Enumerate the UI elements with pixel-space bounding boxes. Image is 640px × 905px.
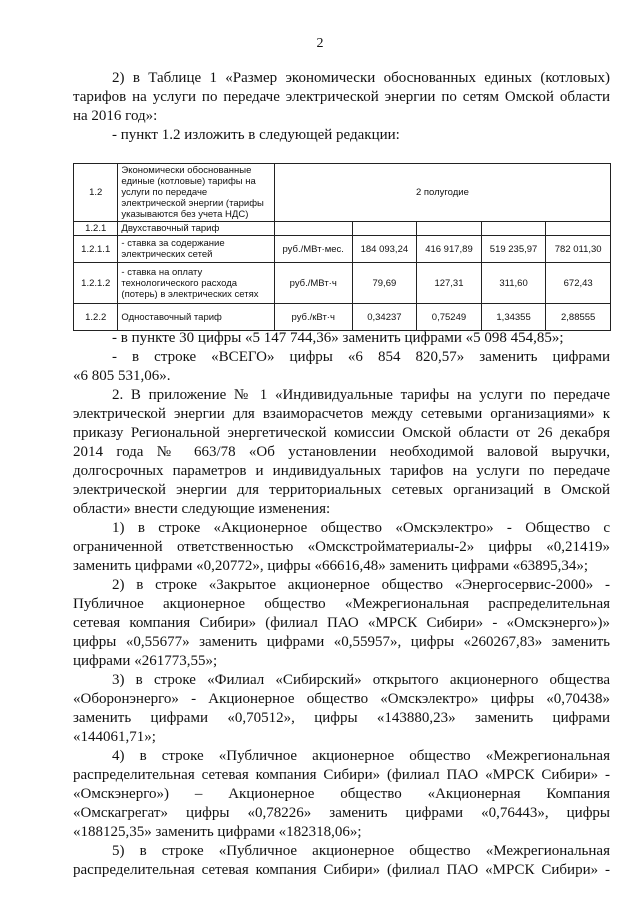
- sub4-line-3: «Омскэнерго») – Акционерное общество «Акционерная Компания: [73, 786, 610, 802]
- sub1-line-2: ограниченной ответственностью «Омскстройматериалы-2» цифры «0,21419»: [73, 539, 610, 555]
- sub4-line-1: 4) в строке «Публичное акционерное общество «Межрегиональная: [112, 748, 610, 764]
- cell-name: - ставка на оплату технологического расхода (потерь) в электрических сетях: [118, 263, 274, 304]
- vsego-line-1: - в строке «ВСЕГО» цифры «6 854 820,57» заменить цифрами: [112, 349, 610, 365]
- cell-value: 1,34355: [481, 304, 546, 331]
- vsego-line-2: «6 805 531,06».: [73, 368, 171, 384]
- cell-value: [352, 222, 417, 236]
- sub3-line-2: «Оборонэнерго» - Акционерное общество «Омскэлектро» цифры «0,70438»: [73, 691, 610, 707]
- cell-name: Двухставочный тариф: [118, 222, 274, 236]
- sub2-line-5: цифрами «261773,55»;: [73, 653, 218, 669]
- sub1-line-1: 1) в строке «Акционерное общество «Омскэлектро» - Общество с: [112, 520, 610, 536]
- cell-name: - ставка за содержание электрических сетей: [118, 236, 274, 263]
- tariff-table: [73, 163, 611, 331]
- item2-line-4: 2014 года № 663/78 «Об установлении необходимой валовой выручки,: [73, 444, 610, 460]
- cell-name: Экономически обоснованные единые (котловые) тарифы на услуги по передаче электрической энергии (тарифы указываются без учета НДС): [118, 164, 274, 222]
- table-row: [74, 304, 611, 331]
- item2-line-2: электрической энергии для взаиморасчетов между сетевыми организациями» к: [73, 406, 610, 422]
- cell-value: 184 093,24: [352, 236, 417, 263]
- sub4-line-2: распределительная сетевая компания Сибири» (филиал ПАО «МРСК Сибири» -: [73, 767, 610, 783]
- table-row: [74, 263, 611, 304]
- cell-num: 1.2.1.1: [74, 236, 118, 263]
- item2-line-6: электрической энергии для территориальных сетевых организаций в Омской: [73, 482, 610, 498]
- page-number: 2: [316, 36, 324, 51]
- cell-value: 311,60: [481, 263, 546, 304]
- cell-value: [481, 222, 546, 236]
- cell-value: 519 235,97: [481, 236, 546, 263]
- table-header-row: [74, 164, 611, 222]
- item2-line-7: области» внести следующие изменения:: [73, 501, 331, 517]
- cell-value: 416 917,89: [417, 236, 482, 263]
- intro-line-2: тарифов на услуги по передаче электрической энергии по сетям Омской области: [73, 89, 610, 105]
- cell-unit: [274, 222, 352, 236]
- sub2-line-3: сетевая компания Сибири» (филиал ПАО «МРСК Сибири» - «Омскэнерго»)»: [73, 615, 610, 631]
- cell-name: Одноставочный тариф: [118, 304, 274, 331]
- table-row: [74, 236, 611, 263]
- cell-num: 1.2.2: [74, 304, 118, 331]
- cell-period: 2 полугодие: [274, 164, 610, 222]
- sub5-line-1: 5) в строке «Публичное акционерное общество «Межрегиональная: [112, 843, 610, 859]
- intro-line-4: - пункт 1.2 изложить в следующей редакции:: [112, 127, 400, 143]
- cell-value: [546, 222, 611, 236]
- cell-num: 1.2.1: [74, 222, 118, 236]
- cell-value: 79,69: [352, 263, 417, 304]
- item2-line-5: долгосрочных параметров и индивидуальных тарифов на услуги по передаче: [73, 463, 610, 479]
- sub5-line-2: распределительная сетевая компания Сибири» (филиал ПАО «МРСК Сибири» -: [73, 862, 610, 878]
- item2-line-1: 2. В приложение № 1 «Индивидуальные тарифы на услуги по передаче: [112, 387, 610, 403]
- cell-value: 782 011,30: [546, 236, 611, 263]
- cell-value: [417, 222, 482, 236]
- cell-unit: руб./кВт·ч: [274, 304, 352, 331]
- sub3-line-1: 3) в строке «Филиал «Сибирский» открытого акционерного общества: [112, 672, 610, 688]
- sub2-line-1: 2) в строке «Закрытое акционерное общество «Энергосервис-2000» -: [112, 577, 610, 593]
- cell-unit: руб./МВт·ч: [274, 263, 352, 304]
- table-row: [74, 222, 611, 236]
- intro-line-1: 2) в Таблице 1 «Размер экономически обоснованных единых (котловых): [112, 70, 610, 86]
- cell-unit: руб./МВт·мес.: [274, 236, 352, 263]
- sub4-line-5: «188125,35» заменить цифрами «182318,06»;: [73, 824, 362, 840]
- cell-value: 2,88555: [546, 304, 611, 331]
- sub3-line-4: «144061,71»;: [73, 729, 156, 745]
- cell-value: 0,75249: [417, 304, 482, 331]
- cell-value: 672,43: [546, 263, 611, 304]
- sub2-line-4: цифры «0,55677» заменить цифрами «0,55957», цифры «260267,83» заменить: [73, 634, 610, 650]
- sub4-line-4: «Омскагрегат» цифры «0,78226» заменить цифрами «0,76443», цифры: [73, 805, 610, 821]
- cell-num: 1.2.1.2: [74, 263, 118, 304]
- cell-num: 1.2: [74, 164, 118, 222]
- sub1-line-3: заменить цифрами «0,20772», цифры «66616,48» заменить цифрами «63895,34»;: [73, 558, 589, 574]
- sub3-line-3: заменить цифрами «0,70512», цифры «143880,23» заменить цифрами: [73, 710, 610, 726]
- cell-value: 0,34237: [352, 304, 417, 331]
- cell-value: 127,31: [417, 263, 482, 304]
- p30-line: - в пункте 30 цифры «5 147 744,36» заменить цифрами «5 098 454,85»;: [112, 330, 564, 346]
- intro-line-3: на 2016 год»:: [73, 108, 158, 124]
- item2-line-3: приказу Региональной энергетической комиссии Омской области от 26 декабря: [73, 425, 610, 441]
- sub2-line-2: Публичное акционерное общество «Межрегиональная распределительная: [73, 596, 610, 612]
